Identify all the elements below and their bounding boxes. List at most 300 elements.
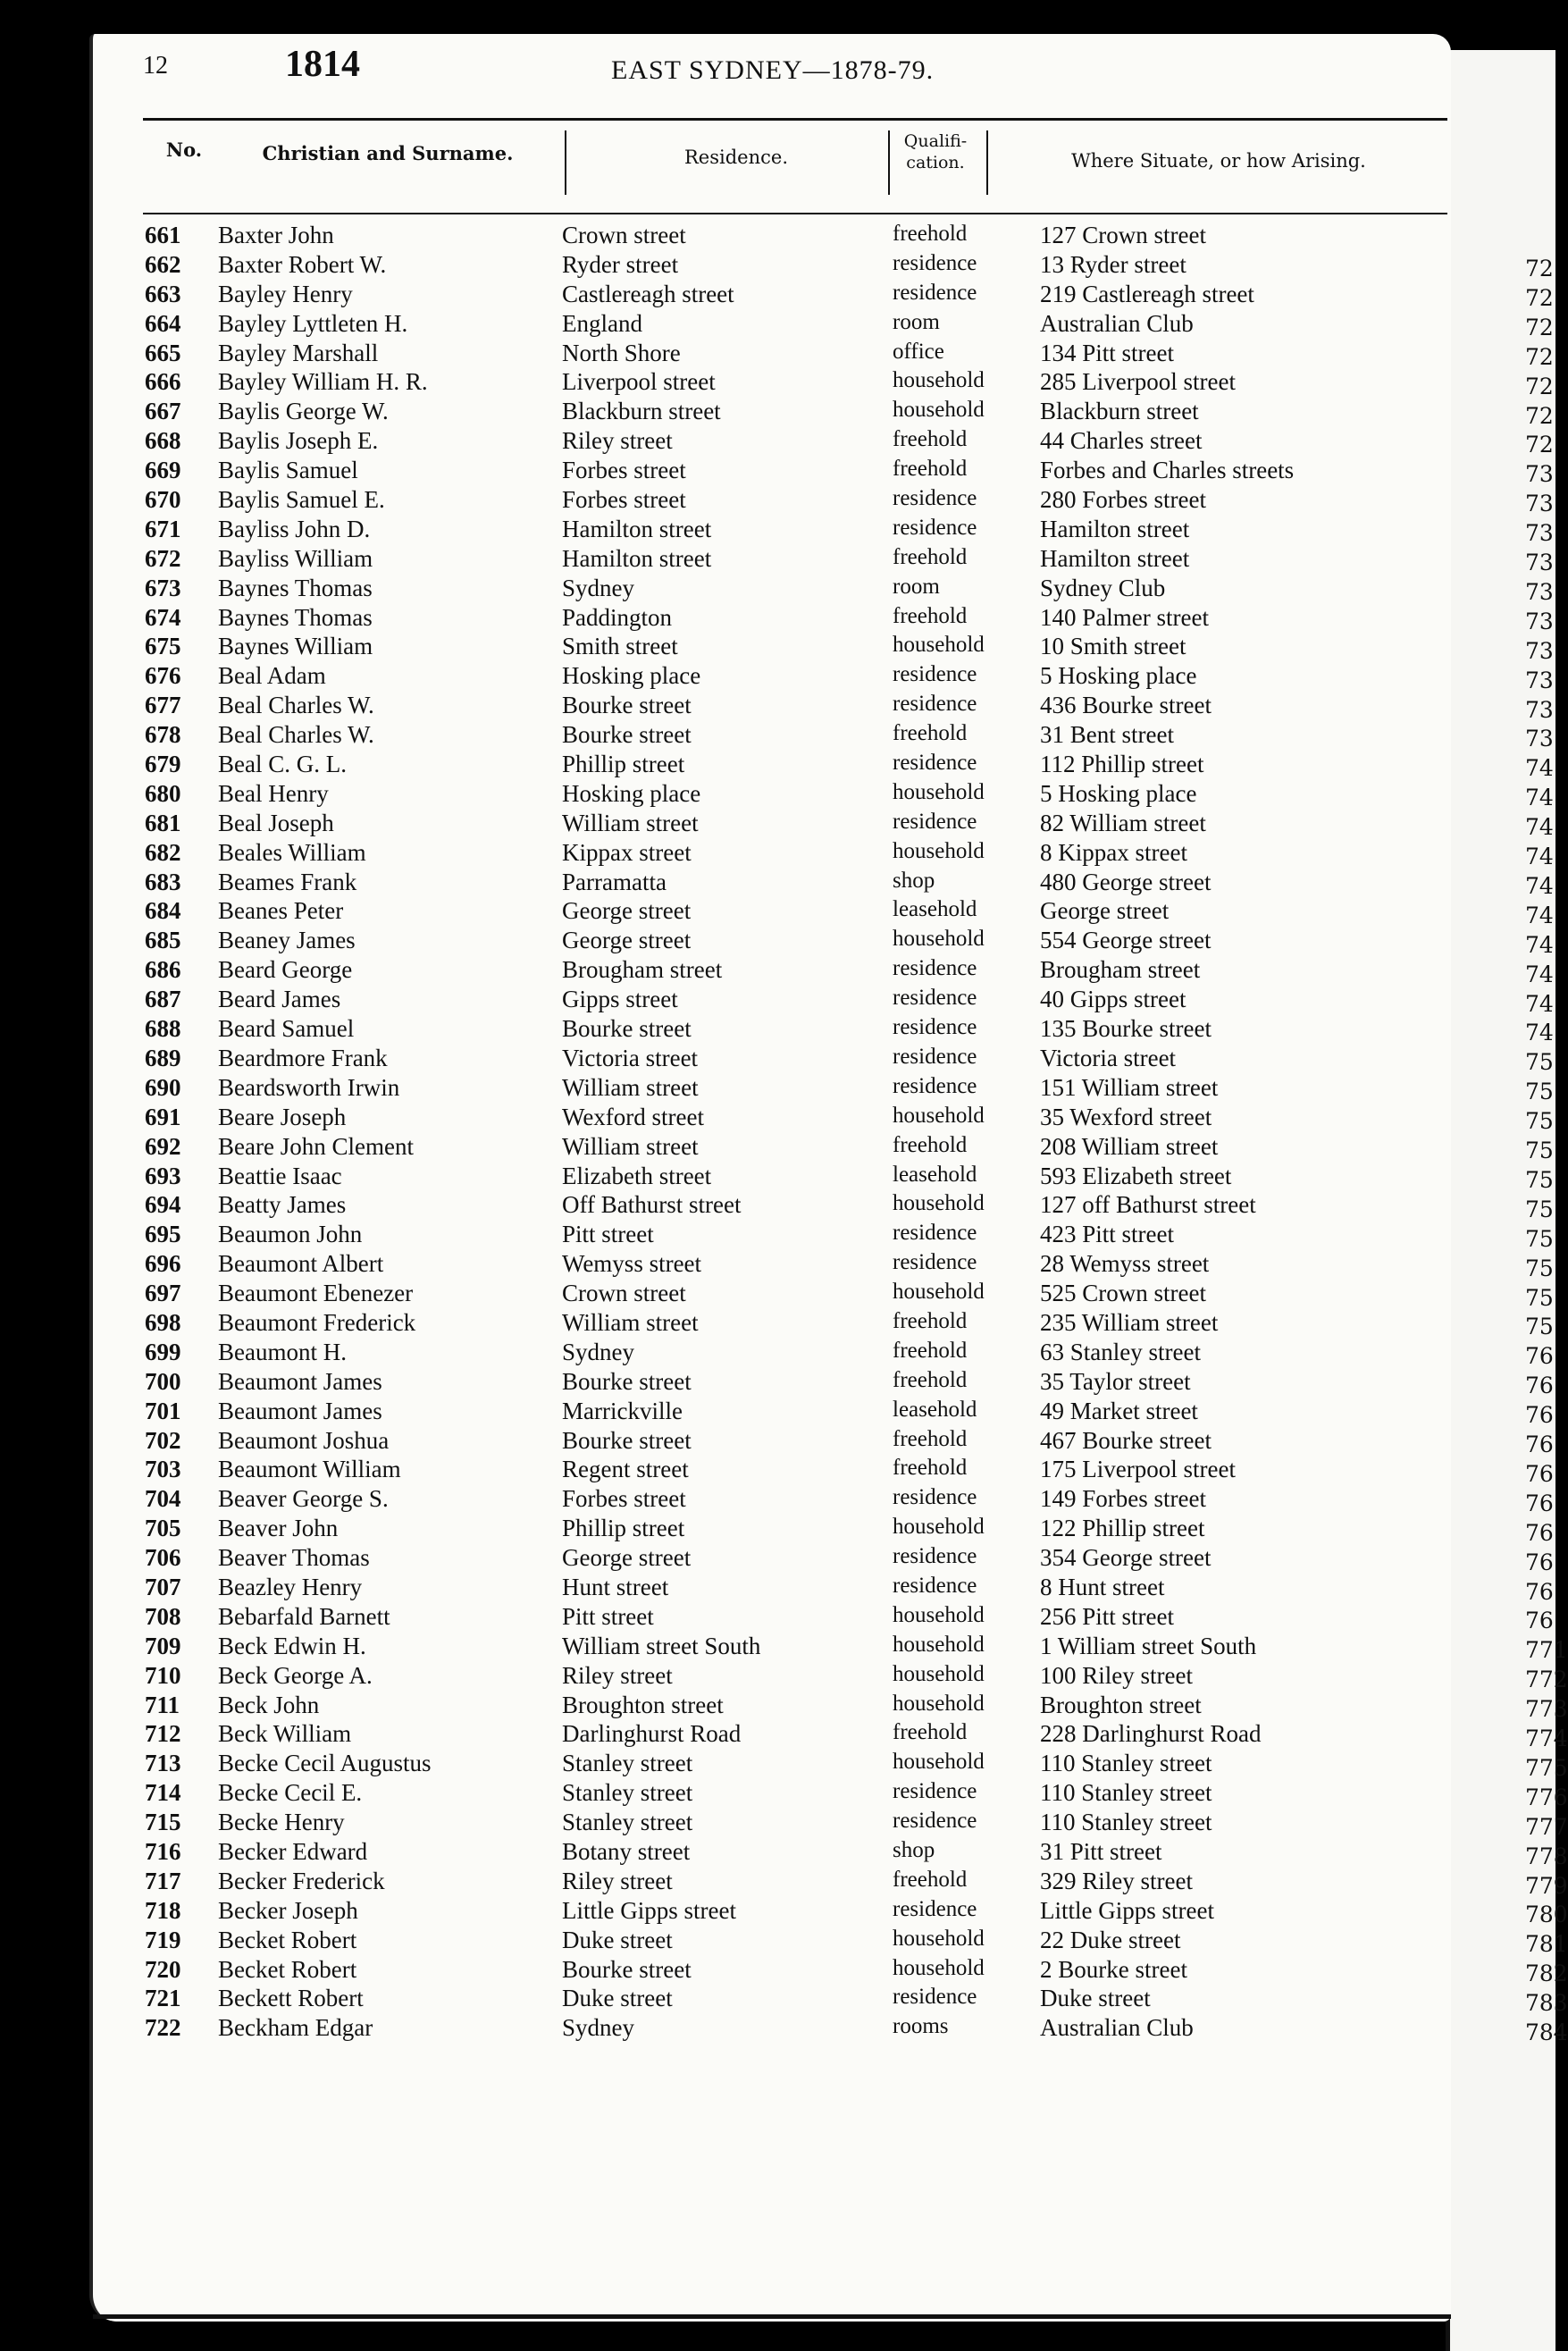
qualification: household <box>893 1691 985 1716</box>
entry-number: 662 <box>145 250 181 278</box>
adjacent-entry-number: 74 <box>1525 844 1554 869</box>
adjacent-entry-number: 72 <box>1525 373 1554 399</box>
where-situate: 22 Duke street <box>1040 1926 1181 1953</box>
residence: Crown street <box>562 1280 686 1307</box>
entry-number: 717 <box>145 1867 181 1894</box>
entry-number: 691 <box>145 1103 181 1130</box>
residence: Hosking place <box>562 662 701 690</box>
entry-number: 696 <box>145 1250 181 1278</box>
page-bottom-rule <box>93 2314 1451 2319</box>
qualification: household <box>893 838 985 863</box>
elector-name: Beaumont Frederick <box>218 1308 416 1336</box>
residence: William street <box>562 809 699 836</box>
elector-name: Beazley Henry <box>218 1573 363 1600</box>
table-row <box>93 1779 1451 1809</box>
elector-name: Becke Cecil Augustus <box>218 1750 432 1777</box>
elector-name: Beard George <box>218 956 353 984</box>
where-situate: 63 Stanley street <box>1040 1338 1201 1365</box>
where-situate: 593 Elizabeth street <box>1040 1162 1232 1189</box>
qualification: freehold <box>893 1132 968 1157</box>
entry-number: 713 <box>145 1750 181 1777</box>
elector-name: Becker Edward <box>218 1837 368 1865</box>
entry-number: 701 <box>145 1397 181 1424</box>
adjacent-entry-number: 75 <box>1525 1225 1554 1252</box>
adjacent-entry-number: 74 <box>1525 814 1554 841</box>
residence: Elizabeth street <box>562 1162 712 1189</box>
qualification: shop <box>893 1837 935 1862</box>
qualification: household <box>893 368 985 393</box>
where-situate: 228 Darlinghurst Road <box>1040 1720 1262 1748</box>
residence: George street <box>562 897 692 925</box>
entry-number: 706 <box>145 1544 181 1572</box>
qualification: residence <box>893 1015 977 1040</box>
table-row <box>93 897 1451 927</box>
adjacent-entry-number: 72 <box>1525 314 1554 340</box>
qualification: residence <box>893 280 977 305</box>
elector-name: Beck William <box>218 1720 352 1748</box>
entry-number: 711 <box>145 1691 180 1718</box>
entry-number: 688 <box>145 1015 181 1043</box>
where-situate: 13 Ryder street <box>1040 250 1186 278</box>
entry-number: 677 <box>145 692 181 719</box>
qualification: freehold <box>893 1720 968 1745</box>
elector-name: Becke Henry <box>218 1809 345 1836</box>
residence: Hunt street <box>562 1573 669 1600</box>
qualification: freehold <box>893 457 968 482</box>
table-row <box>93 780 1451 810</box>
where-situate: 554 George street <box>1040 927 1212 954</box>
table-row <box>93 1662 1451 1692</box>
table-row <box>93 1427 1451 1457</box>
elector-name: Beaver Thomas <box>218 1544 370 1572</box>
adjacent-entry-number: 76 <box>1525 1549 1554 1575</box>
col-header-where: Where Situate, or how Arising. <box>1071 150 1366 172</box>
where-situate: Australian Club <box>1040 2014 1194 2042</box>
adjacent-entry-number: 73 <box>1525 520 1554 547</box>
residence: Ryder street <box>562 250 679 278</box>
table-row <box>93 575 1451 604</box>
where-situate: 140 Palmer street <box>1040 603 1209 631</box>
table-row <box>93 340 1451 369</box>
adjacent-entry-number: 75 <box>1525 1166 1554 1193</box>
adjacent-entry-number: 74 <box>1525 990 1554 1017</box>
elector-name: Baynes Thomas <box>218 574 373 601</box>
residence: Bourke street <box>562 1955 692 1983</box>
entry-number: 674 <box>145 603 181 631</box>
where-situate: 112 Phillip street <box>1040 751 1204 778</box>
col-header-no: No. <box>165 139 203 161</box>
adjacent-entry-number: 76 <box>1525 1402 1554 1429</box>
residence: Parramatta <box>562 868 667 895</box>
adjacent-entry-number: 76 <box>1525 1519 1554 1546</box>
entry-number: 684 <box>145 897 181 925</box>
table-row <box>93 810 1451 839</box>
elector-name: Beardsworth Irwin <box>218 1073 400 1101</box>
where-situate: 149 Forbes street <box>1040 1485 1206 1513</box>
page-title: EAST SYDNEY—1878-79. <box>611 55 935 85</box>
where-situate: 8 Hunt street <box>1040 1573 1165 1600</box>
entry-number: 673 <box>145 574 181 601</box>
adjacent-entry-number: 73 <box>1525 461 1554 488</box>
table-row <box>93 1485 1451 1515</box>
adjacent-entry-number: 75 <box>1525 1138 1554 1163</box>
qualification: freehold <box>893 1426 968 1451</box>
table-row <box>93 1927 1451 1956</box>
entry-number: 668 <box>145 427 181 455</box>
adjacent-entry-number: 74 <box>1525 1020 1554 1046</box>
table-row <box>93 1309 1451 1339</box>
residence: Phillip street <box>562 751 685 778</box>
table-row <box>93 2014 1451 2044</box>
elector-name: Beaumont Albert <box>218 1250 384 1278</box>
residence: Hosking place <box>562 779 701 807</box>
adjacent-entry-number: 75 <box>1525 1255 1554 1281</box>
residence: Duke street <box>562 1985 673 2012</box>
entry-number: 671 <box>145 515 181 542</box>
qualification: residence <box>893 486 977 511</box>
residence: North Shore <box>562 339 681 366</box>
entry-number: 709 <box>145 1632 181 1659</box>
qualification: household <box>893 1103 985 1128</box>
entry-number: 708 <box>145 1602 181 1630</box>
residence: Forbes street <box>562 486 686 514</box>
elector-name: Beal Adam <box>218 662 326 690</box>
elector-name: Beaumont James <box>218 1367 382 1395</box>
elector-name: Baynes Thomas <box>218 603 373 631</box>
where-situate: 110 Stanley street <box>1040 1809 1212 1836</box>
adjacent-entry-number: 76 <box>1525 1460 1554 1487</box>
qualification: residence <box>893 809 977 834</box>
where-situate: Hamilton street <box>1040 544 1190 572</box>
qualification: residence <box>893 692 977 717</box>
qualification: residence <box>893 1809 977 1834</box>
qualification: room <box>893 309 940 334</box>
table-row <box>93 633 1451 662</box>
qualification: freehold <box>893 544 968 569</box>
qualification: household <box>893 1661 985 1686</box>
entry-number: 718 <box>145 1896 181 1924</box>
elector-name: Baylis Joseph E. <box>218 427 379 455</box>
adjacent-entry-number: 73 <box>1525 696 1554 723</box>
col-divider <box>565 130 566 195</box>
adjacent-entry-number: 771 <box>1525 1637 1568 1664</box>
entry-number: 695 <box>145 1221 181 1248</box>
elector-name: Beaumont Ebenezer <box>218 1280 414 1307</box>
residence: Gipps street <box>562 986 678 1013</box>
adjacent-entry-number: 779 <box>1525 1872 1568 1899</box>
where-situate: Brougham street <box>1040 956 1201 984</box>
residence: Pitt street <box>562 1602 654 1630</box>
table-row <box>93 1985 1451 2014</box>
elector-name: Bayley Henry <box>218 280 353 307</box>
elector-name: Beal Charles W. <box>218 721 374 749</box>
table-row <box>93 1280 1451 1309</box>
entry-number: 661 <box>145 222 181 248</box>
residence: Off Bathurst street <box>562 1191 742 1219</box>
adjacent-entry-number: 73 <box>1525 726 1554 752</box>
where-situate: 49 Market street <box>1040 1397 1198 1424</box>
table-row <box>93 1368 1451 1398</box>
table-row <box>93 222 1451 251</box>
adjacent-entry-number: 74 <box>1525 872 1554 899</box>
table-row <box>93 662 1451 692</box>
elector-name: Bebarfald Barnett <box>218 1602 390 1630</box>
residence: Stanley street <box>562 1779 693 1807</box>
where-situate: Blackburn street <box>1040 398 1199 425</box>
elector-name: Bayley William H. R. <box>218 368 428 396</box>
where-situate: 110 Stanley street <box>1040 1750 1212 1777</box>
residence: England <box>562 309 642 337</box>
qualification: freehold <box>893 427 968 452</box>
adjacent-entry-number: 74 <box>1525 902 1554 928</box>
where-situate: 8 Kippax street <box>1040 838 1187 866</box>
residence: George street <box>562 1544 692 1572</box>
residence: George street <box>562 927 692 954</box>
residence: Bourke street <box>562 1015 692 1043</box>
adjacent-entry-number: 75 <box>1525 1079 1554 1105</box>
adjacent-page-edge <box>1446 50 1568 2351</box>
entry-number: 680 <box>145 779 181 807</box>
adjacent-entry-number: 782 <box>1525 1961 1568 1987</box>
adjacent-entry-number: 774 <box>1525 1725 1568 1751</box>
where-situate: 219 Castlereagh street <box>1040 280 1254 307</box>
qualification: residence <box>893 1250 977 1275</box>
qualification: residence <box>893 1573 977 1598</box>
residence: Broughton street <box>562 1691 724 1718</box>
table-row <box>93 1868 1451 1897</box>
elector-name: Beaumont Joshua <box>218 1426 390 1454</box>
adjacent-entry-number: 781 <box>1525 1931 1568 1958</box>
entry-number: 721 <box>145 1985 181 2012</box>
residence: Kippax street <box>562 838 692 866</box>
entry-number: 705 <box>145 1515 181 1542</box>
table-row <box>93 427 1451 457</box>
elector-name: Beck George A. <box>218 1661 373 1689</box>
entry-number: 714 <box>145 1779 181 1807</box>
qualification: household <box>893 1926 985 1951</box>
entry-number: 664 <box>145 309 181 337</box>
table-row <box>93 1574 1451 1603</box>
adjacent-entry-number: 75 <box>1525 1108 1554 1135</box>
adjacent-entry-number: 778 <box>1525 1843 1568 1869</box>
residence: Stanley street <box>562 1809 693 1836</box>
residence: Victoria street <box>562 1044 699 1071</box>
qualification: leasehold <box>893 1397 977 1422</box>
entry-number: 670 <box>145 486 181 514</box>
where-situate: 31 Pitt street <box>1040 1837 1162 1865</box>
where-situate: Duke street <box>1040 1985 1151 2012</box>
adjacent-entry-number: 73 <box>1525 608 1554 634</box>
where-situate: 525 Crown street <box>1040 1280 1206 1307</box>
where-situate: 28 Wemyss street <box>1040 1250 1210 1278</box>
table-row <box>93 751 1451 780</box>
entry-number: 698 <box>145 1308 181 1336</box>
col-header-qualification: Qualifi- cation. <box>903 131 968 172</box>
table-row <box>93 604 1451 634</box>
qualification: household <box>893 1515 985 1540</box>
col-divider <box>986 130 988 195</box>
adjacent-entry-number: 784 <box>1525 2019 1568 2045</box>
qualification: household <box>893 1191 985 1216</box>
adjacent-entry-number: 75 <box>1525 1284 1554 1311</box>
entry-number: 681 <box>145 809 181 836</box>
elector-name: Beal Joseph <box>218 809 334 836</box>
entry-number: 685 <box>145 927 181 954</box>
header-top-rule <box>143 118 1447 121</box>
where-situate: 35 Taylor street <box>1040 1367 1191 1395</box>
adjacent-entry-number: 776 <box>1525 1784 1568 1810</box>
table-row <box>93 310 1451 340</box>
qualification: room <box>893 574 940 599</box>
entry-number: 699 <box>145 1338 181 1365</box>
residence: Forbes street <box>562 1485 686 1513</box>
elector-name: Baylis Samuel <box>218 457 358 484</box>
elector-name: Beal Charles W. <box>218 692 374 719</box>
qualification: residence <box>893 250 977 275</box>
table-row <box>93 927 1451 956</box>
residence: Castlereagh street <box>562 280 734 307</box>
residence: Regent street <box>562 1456 689 1483</box>
table-row <box>93 486 1451 516</box>
table-row <box>93 956 1451 986</box>
table-row <box>93 1339 1451 1368</box>
entry-number: 697 <box>145 1280 181 1307</box>
adjacent-entry-number: 74 <box>1525 755 1554 782</box>
table-row <box>93 368 1451 398</box>
table-row <box>93 1163 1451 1192</box>
qualification: residence <box>893 1985 977 2010</box>
adjacent-entry-number: 75 <box>1525 1314 1554 1340</box>
entry-number: 689 <box>145 1044 181 1071</box>
adjacent-entry-number: 777 <box>1525 1813 1568 1840</box>
elector-name: Bayliss John D. <box>218 515 371 542</box>
where-situate: 5 Hosking place <box>1040 662 1197 690</box>
qualification: freehold <box>893 603 968 628</box>
table-row <box>93 1015 1451 1045</box>
adjacent-entry-number: 73 <box>1525 667 1554 693</box>
entry-number: 675 <box>145 633 181 660</box>
table-row <box>93 1956 1451 1986</box>
elector-name: Beanes Peter <box>218 897 344 925</box>
elector-name: Bayley Lyttleten H. <box>218 309 408 337</box>
residence: Riley street <box>562 1661 673 1689</box>
qualification: household <box>893 633 985 658</box>
residence: Liverpool street <box>562 368 716 396</box>
entry-number: 678 <box>145 721 181 749</box>
where-situate: 467 Bourke street <box>1040 1426 1212 1454</box>
adjacent-entry-number: 76 <box>1525 1608 1554 1634</box>
where-situate: 285 Liverpool street <box>1040 368 1236 396</box>
adjacent-entry-number: 775 <box>1525 1754 1568 1781</box>
residence: William street <box>562 1073 699 1101</box>
residence: Sydney <box>562 574 634 601</box>
col-divider <box>888 130 890 195</box>
adjacent-entry-number: 73 <box>1525 578 1554 605</box>
residence: Sydney <box>562 1338 634 1365</box>
residence: William street <box>562 1308 699 1336</box>
adjacent-entry-number: 76 <box>1525 1490 1554 1516</box>
qualification: household <box>893 927 985 952</box>
entry-number: 715 <box>145 1809 181 1836</box>
adjacent-entry-number: 76 <box>1525 1373 1554 1399</box>
adjacent-entry-number: 72 <box>1525 284 1554 311</box>
elector-name: Becker Frederick <box>218 1867 385 1894</box>
entry-number: 665 <box>145 339 181 366</box>
entry-number: 676 <box>145 662 181 690</box>
elector-name: Beardmore Frank <box>218 1044 388 1071</box>
table-row <box>93 869 1451 898</box>
qualification: freehold <box>893 721 968 746</box>
residence: Phillip street <box>562 1515 685 1542</box>
where-situate: Broughton street <box>1040 1691 1202 1718</box>
qualification: freehold <box>893 1867 968 1892</box>
elector-name: Becket Robert <box>218 1926 357 1953</box>
where-situate: 135 Bourke street <box>1040 1015 1212 1043</box>
residence: Bourke street <box>562 1367 692 1395</box>
elector-name: Beaumont H. <box>218 1338 347 1365</box>
entry-number: 679 <box>145 751 181 778</box>
qualification: freehold <box>893 1456 968 1481</box>
qualification: residence <box>893 751 977 776</box>
table-row <box>93 1544 1451 1574</box>
elector-name: Beales William <box>218 838 366 866</box>
residence: Duke street <box>562 1926 673 1953</box>
adjacent-entry-number: 73 <box>1525 550 1554 575</box>
adjacent-entry-number: 74 <box>1525 961 1554 987</box>
where-situate: 31 Bent street <box>1040 721 1174 749</box>
elector-name: Beaver George S. <box>218 1485 389 1513</box>
residence: Botany street <box>562 1837 691 1865</box>
qualification: residence <box>893 1044 977 1069</box>
table-row <box>93 1191 1451 1221</box>
where-situate: Sydney Club <box>1040 574 1166 601</box>
elector-name: Becke Cecil E. <box>218 1779 363 1807</box>
where-situate: 208 William street <box>1040 1132 1219 1160</box>
qualification: residence <box>893 1221 977 1246</box>
elector-name: Beare Joseph <box>218 1103 347 1130</box>
where-situate: 82 William street <box>1040 809 1206 836</box>
elector-name: Beal Henry <box>218 779 329 807</box>
register-page <box>89 34 1451 2322</box>
entry-number: 702 <box>145 1426 181 1454</box>
qualification: residence <box>893 515 977 540</box>
elector-name: Baxter Robert W. <box>218 250 387 278</box>
entry-number: 669 <box>145 457 181 484</box>
residence: Wemyss street <box>562 1250 702 1278</box>
entry-number: 693 <box>145 1162 181 1189</box>
qualification: household <box>893 1280 985 1305</box>
table-row <box>93 1045 1451 1074</box>
where-situate: Little Gipps street <box>1040 1896 1214 1924</box>
elector-name: Beatty James <box>218 1191 347 1219</box>
entry-number: 712 <box>145 1720 181 1748</box>
residence: William street South <box>562 1632 761 1659</box>
adjacent-entry-number: 74 <box>1525 785 1554 811</box>
entry-number: 694 <box>145 1191 181 1219</box>
where-situate: 40 Gipps street <box>1040 986 1186 1013</box>
where-situate: 423 Pitt street <box>1040 1221 1174 1248</box>
elector-list <box>93 222 1451 2044</box>
elector-name: Bayliss William <box>218 544 373 572</box>
table-row <box>93 839 1451 869</box>
residence: Hamilton street <box>562 544 712 572</box>
qualification: household <box>893 398 985 423</box>
adjacent-entry-number: 73 <box>1525 491 1554 517</box>
table-row <box>93 692 1451 721</box>
entry-number: 692 <box>145 1132 181 1160</box>
entry-number: 716 <box>145 1837 181 1865</box>
where-situate: 110 Stanley street <box>1040 1779 1212 1807</box>
